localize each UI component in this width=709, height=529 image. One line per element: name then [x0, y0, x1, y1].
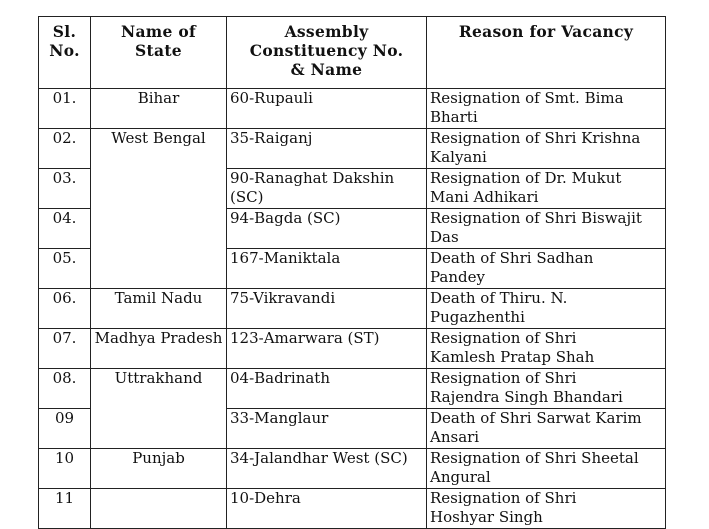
- reason-cell: Death of Shri Sadhan Pandey: [427, 249, 666, 289]
- sl-no-cell: 08.: [39, 369, 91, 409]
- header-sl-no: Sl. No.: [39, 17, 91, 89]
- constituency-cell: 167-Maniktala: [227, 249, 427, 289]
- state-cell: Bihar: [91, 89, 227, 129]
- state-cell: Punjab: [91, 449, 227, 489]
- table-header-row: [39, 17, 666, 89]
- reason-cell: Death of Shri Sarwat Karim Ansari: [427, 409, 666, 449]
- constituency-cell: 10-Dehra: [227, 489, 427, 529]
- table-row: [39, 489, 666, 529]
- reason-cell: Resignation of Dr. Mukut Mani Adhikari: [427, 169, 666, 209]
- sl-no-cell: 04.: [39, 209, 91, 249]
- sl-no-cell: 11: [39, 489, 91, 529]
- reason-cell: Resignation of Smt. Bima Bharti: [427, 89, 666, 129]
- constituency-cell: 34-Jalandhar West (SC): [227, 449, 427, 489]
- sl-no-cell: 05.: [39, 249, 91, 289]
- constituency-cell: 94-Bagda (SC): [227, 209, 427, 249]
- sl-no-cell: 10: [39, 449, 91, 489]
- table-row: [39, 329, 666, 369]
- header-reason: Reason for Vacancy: [427, 17, 666, 89]
- state-cell: Tamil Nadu: [91, 289, 227, 329]
- bye-election-table: [38, 16, 666, 529]
- reason-cell: Resignation of Shri Sheetal Angural: [427, 449, 666, 489]
- state-cell: Uttrakhand: [91, 369, 227, 449]
- sl-no-cell: 07.: [39, 329, 91, 369]
- table-row: [39, 89, 666, 129]
- header-assembly-constituency: Assembly Constituency No. & Name: [227, 17, 427, 89]
- sl-no-cell: 01.: [39, 89, 91, 129]
- sl-no-cell: 03.: [39, 169, 91, 209]
- sl-no-cell: 09: [39, 409, 91, 449]
- reason-cell: Resignation of Shri Biswajit Das: [427, 209, 666, 249]
- state-cell-empty: [91, 489, 227, 529]
- reason-cell: Resignation of Shri Krishna Kalyani: [427, 129, 666, 169]
- sl-no-cell: 06.: [39, 289, 91, 329]
- reason-cell: Resignation of Shri Kamlesh Pratap Shah: [427, 329, 666, 369]
- constituency-cell: 75-Vikravandi: [227, 289, 427, 329]
- table-row: [39, 449, 666, 489]
- table-row: [39, 129, 666, 169]
- reason-cell: Resignation of Shri Rajendra Singh Bhandari: [427, 369, 666, 409]
- constituency-cell: 90-Ranaghat Dakshin (SC): [227, 169, 427, 209]
- constituency-cell: 35-Raiganj: [227, 129, 427, 169]
- constituency-cell: 123-Amarwara (ST): [227, 329, 427, 369]
- state-cell: West Bengal: [91, 129, 227, 289]
- header-state: Name of State: [91, 17, 227, 89]
- constituency-cell: 60-Rupauli: [227, 89, 427, 129]
- reason-cell: Resignation of Shri Hoshyar Singh: [427, 489, 666, 529]
- constituency-cell: 33-Manglaur: [227, 409, 427, 449]
- state-cell: Madhya Pradesh: [91, 329, 227, 369]
- table-row: [39, 369, 666, 409]
- sl-no-cell: 02.: [39, 129, 91, 169]
- table-row: [39, 289, 666, 329]
- reason-cell: Death of Thiru. N. Pugazhenthi: [427, 289, 666, 329]
- constituency-cell: 04-Badrinath: [227, 369, 427, 409]
